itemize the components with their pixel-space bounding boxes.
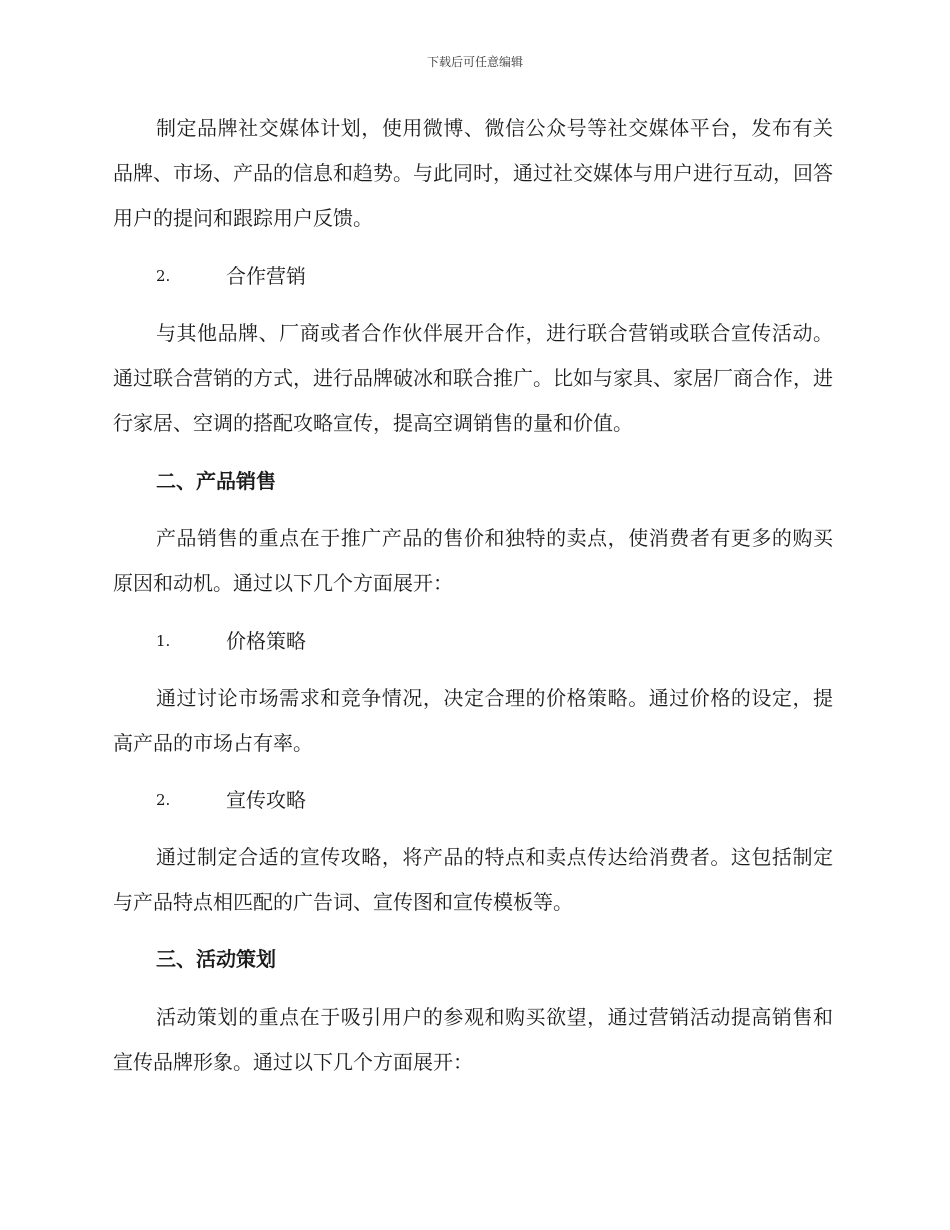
paragraph-social-media: 制定品牌社交媒体计划，使用微博、微信公众号等社交媒体平台，发布有关品牌、市场、产品的信息和趋势。与此同时，通过社交媒体与用户进行互动，回答用户的提问和跟踪用户反馈。	[113, 116, 833, 230]
section-heading-product-sales: 二、产品销售	[156, 469, 276, 493]
list-item-label: 宣传攻略	[226, 788, 306, 812]
paragraph-pricing-strategy: 通过讨论市场需求和竞争情况，决定合理的价格策略。通过价格的设定，提高产品的市场占有率。	[113, 686, 833, 755]
paragraph-product-sales: 产品销售的重点在于推广产品的售价和独特的卖点，使消费者有更多的购买原因和动机。通过以下几个方面展开：	[113, 526, 833, 595]
list-item-number: 1.	[156, 632, 171, 650]
list-item-label: 价格策略	[226, 629, 306, 653]
section-heading-event-planning: 三、活动策划	[156, 947, 276, 971]
list-item-number: 2.	[156, 791, 171, 809]
paragraph-event-planning: 活动策划的重点在于吸引用户的参观和购买欲望，通过营销活动提高销售和宣传品牌形象。通过以下几个方面展开：	[113, 1005, 833, 1074]
list-item-label: 合作营销	[226, 264, 306, 288]
page-header: 下载后可任意编辑	[426, 55, 523, 69]
paragraph-promotion-strategy: 通过制定合适的宣传攻略，将产品的特点和卖点传达给消费者。这包括制定与产品特点相匹配的广告词、宣传图和宣传模板等。	[113, 845, 833, 914]
list-item-number: 2.	[156, 267, 171, 285]
paragraph-cooperative-marketing: 与其他品牌、厂商或者合作伙伴展开合作，进行联合营销或联合宣传活动。通过联合营销的方式，进行品牌破冰和联合推广。比如与家具、家居厂商合作，进行家居、空调的搭配攻略宣传，提高空调销售的量和价值。	[113, 321, 833, 435]
